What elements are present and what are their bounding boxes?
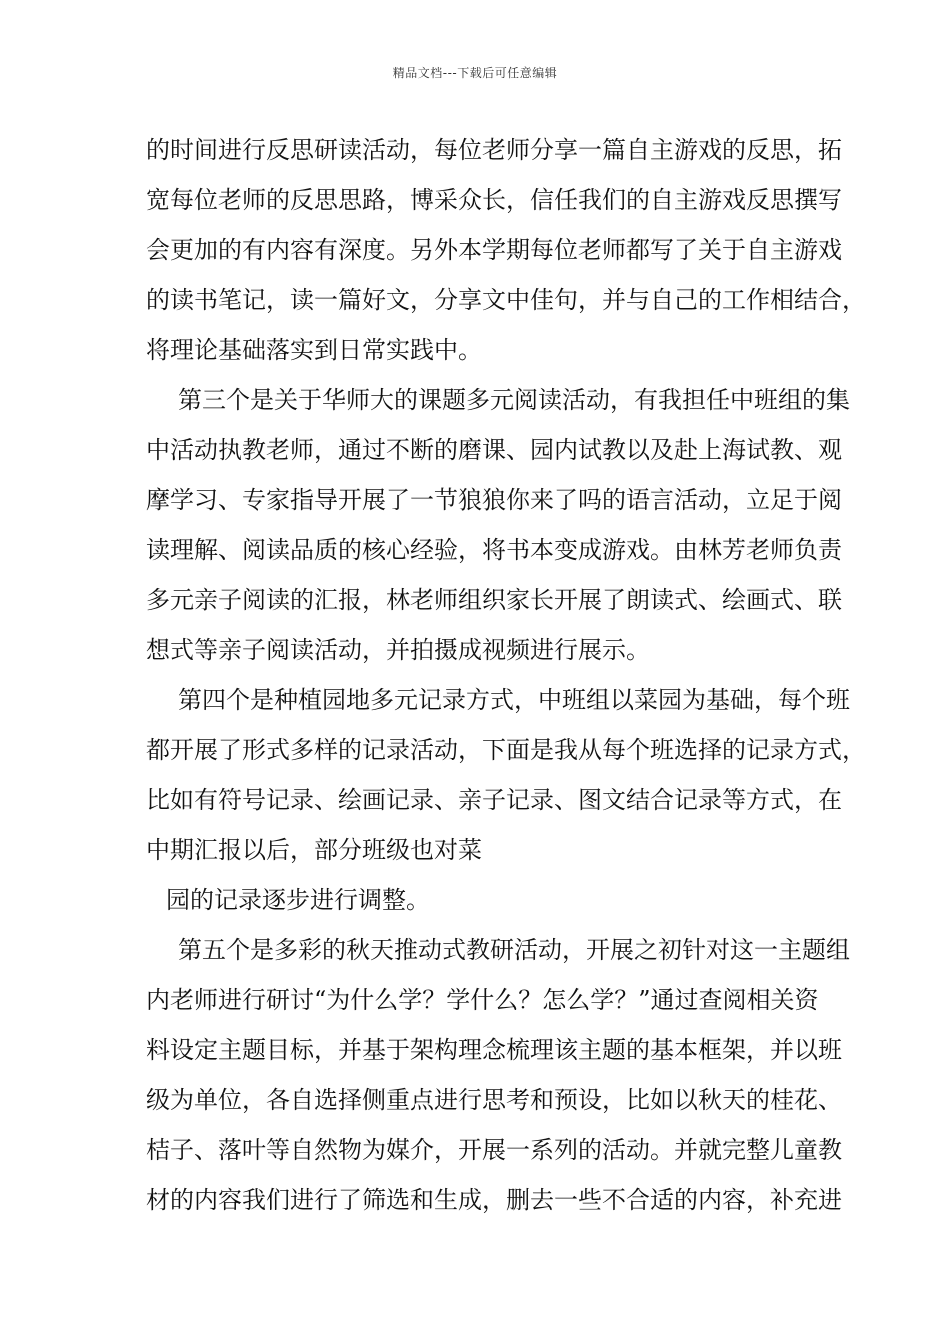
text-line: 第四个是种植园地多元记录方式，中班组以菜园为基础，每个班: [178, 686, 850, 714]
text-line: 中活动执教老师，通过不断的磨课、园内试教以及赴上海试教、观: [146, 436, 842, 464]
text-line: 内老师进行研讨“为什么学？学什么？怎么学？”通过查阅相关资: [146, 986, 819, 1014]
text-line: 第五个是多彩的秋天推动式教研活动，开展之初针对这一主题组: [178, 936, 850, 964]
text-line: 级为单位，各自选择侧重点进行思考和预设，比如以秋天的桂花、: [146, 1086, 842, 1114]
page-header: 精品文档---下载后可任意编辑: [392, 66, 558, 80]
text-line: 的读书笔记，读一篇好文，分享文中佳句，并与自己的工作相结合，: [146, 286, 866, 314]
text-line: 材的内容我们进行了筛选和生成，删去一些不合适的内容，补充进: [146, 1186, 842, 1214]
text-line: 将理论基础落实到日常实践中。: [146, 336, 482, 364]
text-line: 的时间进行反思研读活动，每位老师分享一篇自主游戏的反思，拓: [146, 136, 842, 164]
text-line: 想式等亲子阅读活动，并拍摄成视频进行展示。: [146, 636, 650, 664]
text-line: 都开展了形式多样的记录活动，下面是我从每个班选择的记录方式，: [146, 736, 866, 764]
text-line: 料设定主题目标，并基于架构理念梳理该主题的基本框架，并以班: [146, 1036, 842, 1064]
text-line: 园的记录逐步进行调整。: [166, 886, 430, 914]
text-line: 多元亲子阅读的汇报，林老师组织家长开展了朗读式、绘画式、联: [146, 586, 842, 614]
text-line: 摩学习、专家指导开展了一节狼狼你来了吗的语言活动，立足于阅: [146, 486, 842, 514]
text-line: 比如有符号记录、绘画记录、亲子记录、图文结合记录等方式，在: [146, 786, 842, 814]
text-line: 宽每位老师的反思思路，博采众长，信任我们的自主游戏反思撰写: [146, 186, 842, 214]
text-line: 第三个是关于华师大的课题多元阅读活动，有我担任中班组的集: [178, 386, 850, 414]
text-line: 桔子、落叶等自然物为媒介，开展一系列的活动。并就完整儿童教: [146, 1136, 842, 1164]
text-line: 读理解、阅读品质的核心经验，将书本变成游戏。由林芳老师负责: [146, 536, 842, 564]
text-line: 会更加的有内容有深度。另外本学期每位老师都写了关于自主游戏: [146, 236, 842, 264]
text-line: 中期汇报以后，部分班级也对菜: [146, 836, 482, 864]
